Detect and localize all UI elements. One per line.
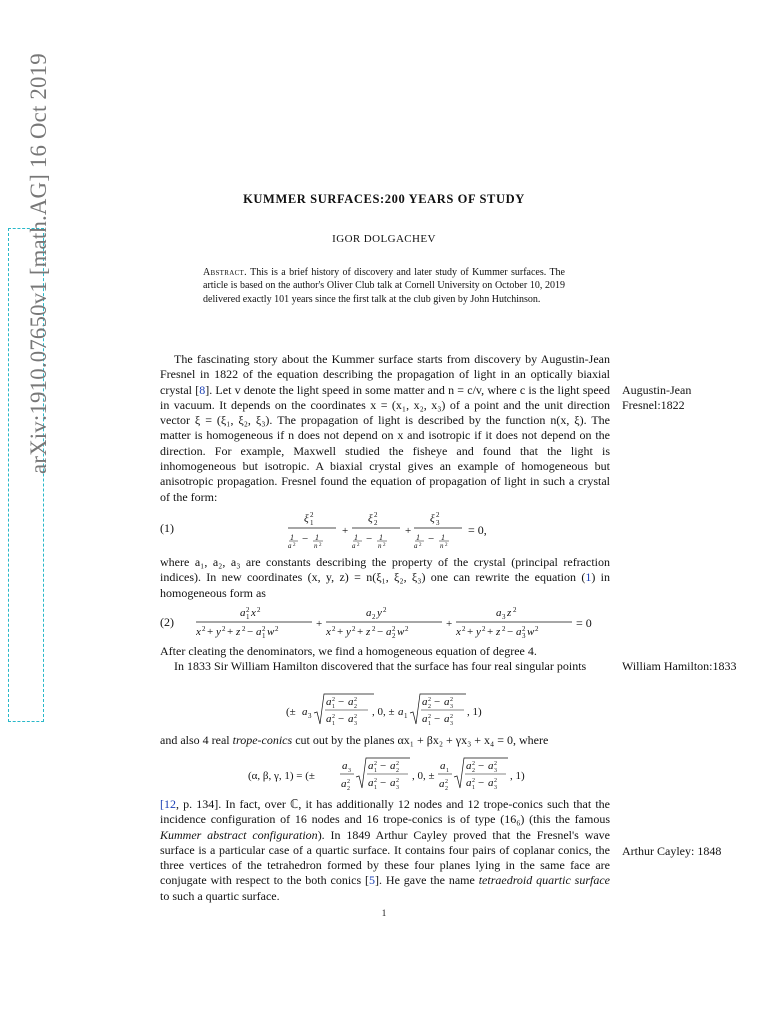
svg-text:2: 2 <box>450 697 453 703</box>
svg-text:1: 1 <box>262 632 266 640</box>
svg-text:2: 2 <box>374 511 378 519</box>
paragraph-cayley-text-a: , p. 134]. In fact, over ℂ, it has additionally 12 nodes and 12 trope-conics such that the incidence configuration of 16 nodes and 16 trope-conics is of type (16₆) (this the famous <box>160 797 610 827</box>
svg-text:2: 2 <box>357 543 360 548</box>
svg-text:1: 1 <box>332 704 335 710</box>
margin-note-cayley: Arthur Cayley: 1848 <box>622 844 722 858</box>
svg-text:2: 2 <box>242 625 246 633</box>
svg-text:1: 1 <box>290 533 294 542</box>
svg-text:−: − <box>380 777 387 789</box>
svg-text:a: a <box>256 626 262 638</box>
page-number: 1 <box>381 908 387 918</box>
svg-text:a: a <box>288 542 292 550</box>
svg-text:+: + <box>342 525 349 537</box>
svg-text:1: 1 <box>379 533 383 542</box>
svg-text:2: 2 <box>354 714 357 720</box>
arxiv-stamp[interactable]: arXiv:1910.07650v1 [math.AG] 16 Oct 2019 <box>26 53 51 474</box>
svg-text:(±: (± <box>286 706 296 718</box>
svg-text:1: 1 <box>404 712 408 720</box>
term-trope-conics: trope-conics <box>232 733 293 747</box>
svg-text:−: − <box>507 626 514 638</box>
svg-text:2: 2 <box>494 761 497 767</box>
svg-text:a: a <box>398 706 404 718</box>
svg-text:2: 2 <box>513 606 517 614</box>
svg-text:2: 2 <box>374 519 378 527</box>
svg-text:2: 2 <box>419 543 422 548</box>
svg-text:a: a <box>466 777 472 789</box>
svg-text:a: a <box>326 713 332 725</box>
svg-text:a: a <box>348 713 354 725</box>
svg-text:x: x <box>251 607 256 619</box>
svg-text:−: − <box>338 696 345 708</box>
svg-text:2: 2 <box>472 768 475 774</box>
svg-text:2: 2 <box>472 778 475 784</box>
svg-text:2: 2 <box>257 606 261 614</box>
paragraph-cayley-text-c: ]. He gave the name <box>375 873 479 888</box>
svg-text:a: a <box>414 542 418 550</box>
paragraph-cayley <box>160 797 610 904</box>
paragraph-intro-text-a: The fascinating story about the Kummer surface starts from discovery by Augustin-Jean Fresnel in 1822 of the equation describing the propagation of light in an optically biaxial crystal [ <box>160 352 610 397</box>
svg-text:2: 2 <box>354 704 357 710</box>
svg-text:3: 3 <box>308 712 312 720</box>
svg-text:2: 2 <box>535 625 539 633</box>
svg-text:2: 2 <box>494 778 497 784</box>
svg-text:1: 1 <box>332 721 335 727</box>
svg-text:w: w <box>397 626 405 638</box>
equation-homogeneous-rhs: = 0 <box>576 616 592 630</box>
svg-text:2: 2 <box>332 625 336 633</box>
svg-text:+: + <box>446 618 453 630</box>
svg-text:a: a <box>496 607 502 619</box>
svg-text:2: 2 <box>347 786 350 792</box>
svg-text:2: 2 <box>445 779 448 785</box>
svg-text:1: 1 <box>354 533 358 542</box>
equation-number: (1) <box>160 521 174 535</box>
svg-text:2: 2 <box>275 625 279 633</box>
svg-text:a: a <box>240 607 246 619</box>
svg-text:a: a <box>440 760 446 772</box>
svg-text:a: a <box>390 760 396 772</box>
svg-text:w: w <box>527 626 535 638</box>
paragraph-coordinates-text-b: ) in homogeneous form as <box>160 570 610 600</box>
svg-text:2: 2 <box>374 778 377 784</box>
svg-text:x: x <box>456 626 461 638</box>
svg-text:−: − <box>428 533 435 545</box>
svg-text:y: y <box>346 626 351 638</box>
paragraph-degree: After cleating the denominators, we find a homogeneous equation of degree 4. <box>160 644 537 658</box>
svg-text:2: 2 <box>392 625 396 633</box>
svg-text:2: 2 <box>482 625 486 633</box>
svg-text:2: 2 <box>347 779 350 785</box>
svg-text:a: a <box>422 713 428 725</box>
svg-text:3: 3 <box>494 785 497 791</box>
paragraph-coordinates <box>160 555 610 601</box>
svg-text:2: 2 <box>310 511 314 519</box>
svg-text:1: 1 <box>441 533 445 542</box>
svg-text:1: 1 <box>416 533 420 542</box>
svg-text:+: + <box>467 626 474 638</box>
svg-text:3: 3 <box>450 721 453 727</box>
abstract-text: This is a brief history of discovery and later study of Kummer surfaces. The article is based on the author's Oliver Club talk at Cornell University on October 10, 2019 delivered exactly 101 years since the first talk at the club given by John Hutchinson. <box>203 267 565 305</box>
equation-number: (2) <box>160 615 174 629</box>
svg-text:+: + <box>207 626 214 638</box>
svg-text:a: a <box>444 713 450 725</box>
svg-text:2: 2 <box>396 768 399 774</box>
svg-text:a: a <box>390 777 396 789</box>
svg-text:ξ: ξ <box>430 513 435 525</box>
svg-text:z: z <box>236 626 241 638</box>
paragraph-hamilton: In 1833 Sir William Hamilton discovered that the surface has four real singular points <box>174 659 587 673</box>
svg-text:2: 2 <box>383 606 387 614</box>
svg-text:−: − <box>434 696 441 708</box>
svg-text:2: 2 <box>354 697 357 703</box>
svg-text:a: a <box>341 778 347 790</box>
svg-text:2: 2 <box>392 632 396 640</box>
svg-text:3: 3 <box>348 768 351 774</box>
svg-text:2: 2 <box>202 625 206 633</box>
citation-link[interactable]: 8 <box>199 382 206 397</box>
paragraph-cayley-text-b: ). In 1849 Arthur Cayley proved that the Fresnel's wave surface is a particular case of a quartic surface. It contains four pairs of coplanar conics, the three vertices of the tetrahedron formed by these four planes lying in the same face are conjugate with respect to the both conics [ <box>160 827 611 888</box>
equation-homogeneous-formula <box>196 604 606 640</box>
svg-text:n: n <box>314 542 318 550</box>
svg-text:−: − <box>302 533 309 545</box>
svg-text:, 1): , 1) <box>510 770 525 782</box>
svg-text:2: 2 <box>293 543 296 548</box>
svg-text:x: x <box>196 626 201 638</box>
equation-singular-points-formula <box>286 692 486 728</box>
svg-text:2: 2 <box>462 625 466 633</box>
paragraph-trope-conics-text-b: cut out by the planes αx₁ + βx₂ + γx₃ + x₄ = 0, where <box>292 733 549 747</box>
paragraph-intro-text-b: ]. Let v denote the light speed in some matter and n = c/v, where c is the light speed in vacuum. It depends on the coordinates x = (x₁, x₂, x₃) of a point and the unit direction vector ξ = (ξ₁, ξ₂, ξ₃). The propagation of light is described by the function n(x, ξ). The matter is homogeneous if n does not depend on x and isotropic if it does not depend on the direction. For example, Maxwell studied the fisheye and found that the light is inhomogeneous but isotropic. A biaxial crystal gives an example of homogeneous but anisotropic propagation. Fresnel found the equation of propagation of light in such a crystal of the form: <box>160 382 611 504</box>
svg-text:y: y <box>216 626 221 638</box>
svg-text:ξ: ξ <box>304 513 309 525</box>
svg-text:, 0, ±: , 0, ± <box>372 706 395 718</box>
svg-text:2: 2 <box>472 761 475 767</box>
equation-fresnel <box>288 510 508 554</box>
svg-text:a: a <box>386 626 392 638</box>
svg-text:w: w <box>267 626 275 638</box>
svg-text:1: 1 <box>472 785 475 791</box>
svg-text:3: 3 <box>522 632 526 640</box>
svg-text:−: − <box>380 760 387 772</box>
svg-text:a: a <box>488 777 494 789</box>
svg-text:(α, β, γ, 1) = (±: (α, β, γ, 1) = (± <box>248 770 315 782</box>
citation-link[interactable]: 5 <box>369 873 376 888</box>
svg-text:−: − <box>247 626 254 638</box>
svg-text:, 0, ±: , 0, ± <box>412 770 435 782</box>
margin-note-fresnel: Augustin-Jean Fresnel:1822 <box>622 383 692 413</box>
svg-text:2: 2 <box>396 778 399 784</box>
svg-text:+: + <box>227 626 234 638</box>
svg-text:2: 2 <box>374 761 377 767</box>
svg-text:−: − <box>478 777 485 789</box>
paragraph-cayley-text-d: to such a quartic surface. <box>160 888 280 903</box>
svg-text:y: y <box>476 626 481 638</box>
svg-text:2: 2 <box>372 625 376 633</box>
svg-text:a: a <box>466 760 472 772</box>
svg-text:n: n <box>378 542 382 550</box>
equation-plane-coefficients-formula <box>248 756 528 792</box>
svg-text:−: − <box>377 626 384 638</box>
svg-text:a: a <box>422 696 428 708</box>
svg-text:z: z <box>507 607 512 619</box>
svg-text:a: a <box>342 760 348 772</box>
equation-homogeneous <box>196 604 606 644</box>
svg-text:−: − <box>434 713 441 725</box>
paragraph-coordinates-text-a: where a₁, a₂, a₃ are constants describing the property of the crystal (principal refraction indices). In new coordinates (x, y, z) = n(ξ₁, ξ₂, ξ₃) one can rewrite the equation ( <box>160 555 610 585</box>
svg-text:3: 3 <box>396 785 399 791</box>
svg-text:1: 1 <box>428 721 431 727</box>
svg-text:2: 2 <box>522 625 526 633</box>
term-kummer-configuration: Kummer abstract configuration <box>160 827 318 842</box>
svg-text:a: a <box>368 777 374 789</box>
svg-text:3: 3 <box>436 519 440 527</box>
svg-text:+: + <box>487 626 494 638</box>
svg-text:−: − <box>338 713 345 725</box>
abstract <box>203 266 565 306</box>
svg-text:−: − <box>366 533 373 545</box>
margin-note-hamilton: William Hamilton:1833 <box>622 659 737 673</box>
svg-text:2: 2 <box>246 606 250 614</box>
svg-text:2: 2 <box>222 625 226 633</box>
paragraph-intro <box>160 352 610 505</box>
svg-text:2: 2 <box>262 625 266 633</box>
citation-bracket-open: [ <box>160 797 164 811</box>
equation-fresnel-formula <box>288 510 508 550</box>
svg-text:2: 2 <box>428 697 431 703</box>
svg-text:2: 2 <box>428 704 431 710</box>
svg-text:2: 2 <box>352 625 356 633</box>
svg-text:a: a <box>444 696 450 708</box>
svg-text:1: 1 <box>446 768 449 774</box>
svg-text:2: 2 <box>428 714 431 720</box>
svg-text:2: 2 <box>383 543 386 548</box>
svg-text:3: 3 <box>494 768 497 774</box>
svg-text:2: 2 <box>372 613 376 621</box>
svg-text:ξ: ξ <box>368 513 373 525</box>
svg-text:a: a <box>516 626 522 638</box>
svg-text:a: a <box>368 760 374 772</box>
svg-text:3: 3 <box>450 704 453 710</box>
svg-text:1: 1 <box>315 533 319 542</box>
svg-text:2: 2 <box>436 511 440 519</box>
svg-text:a: a <box>302 706 308 718</box>
term-tetraedroid-surface: tetraedroid quartic surface <box>478 873 610 888</box>
svg-text:a: a <box>352 542 356 550</box>
svg-text:y: y <box>377 607 382 619</box>
svg-text:2: 2 <box>445 786 448 792</box>
svg-text:1: 1 <box>310 519 314 527</box>
author-name: IGOR DOLGACHEV <box>332 233 436 245</box>
svg-text:a: a <box>366 607 372 619</box>
svg-text:2: 2 <box>405 625 409 633</box>
paragraph-trope-conics-text-a: and also 4 real <box>160 733 233 747</box>
svg-text:a: a <box>488 760 494 772</box>
svg-text:3: 3 <box>502 613 506 621</box>
svg-text:+: + <box>316 618 323 630</box>
svg-text:3: 3 <box>354 721 357 727</box>
svg-text:x: x <box>326 626 331 638</box>
svg-text:a: a <box>439 778 445 790</box>
citation-link[interactable]: 12 <box>164 797 176 811</box>
svg-text:+: + <box>337 626 344 638</box>
equation-plane-coefficients <box>248 756 528 796</box>
svg-text:, 1): , 1) <box>467 706 482 718</box>
svg-text:2: 2 <box>332 714 335 720</box>
equation-singular-points <box>286 692 486 732</box>
equation-fresnel-rhs: = 0, <box>468 523 487 537</box>
svg-text:z: z <box>496 626 501 638</box>
svg-text:−: − <box>478 760 485 772</box>
svg-text:+: + <box>405 525 412 537</box>
svg-text:1: 1 <box>374 768 377 774</box>
paragraph-trope-conics <box>160 733 610 748</box>
svg-text:a: a <box>348 696 354 708</box>
svg-text:a: a <box>326 696 332 708</box>
paper-title: KUMMER SURFACES:200 YEARS OF STUDY <box>243 192 525 206</box>
abstract-label: Abstract. <box>203 267 247 278</box>
svg-text:n: n <box>440 542 444 550</box>
svg-text:1: 1 <box>374 785 377 791</box>
svg-text:1: 1 <box>246 613 250 621</box>
svg-text:2: 2 <box>396 761 399 767</box>
svg-text:2: 2 <box>450 714 453 720</box>
svg-text:2: 2 <box>319 543 322 548</box>
svg-text:+: + <box>357 626 364 638</box>
svg-text:2: 2 <box>332 697 335 703</box>
svg-text:2: 2 <box>502 625 506 633</box>
equation-ref-link[interactable]: 1 <box>585 570 592 585</box>
svg-text:2: 2 <box>445 543 448 548</box>
svg-text:z: z <box>366 626 371 638</box>
